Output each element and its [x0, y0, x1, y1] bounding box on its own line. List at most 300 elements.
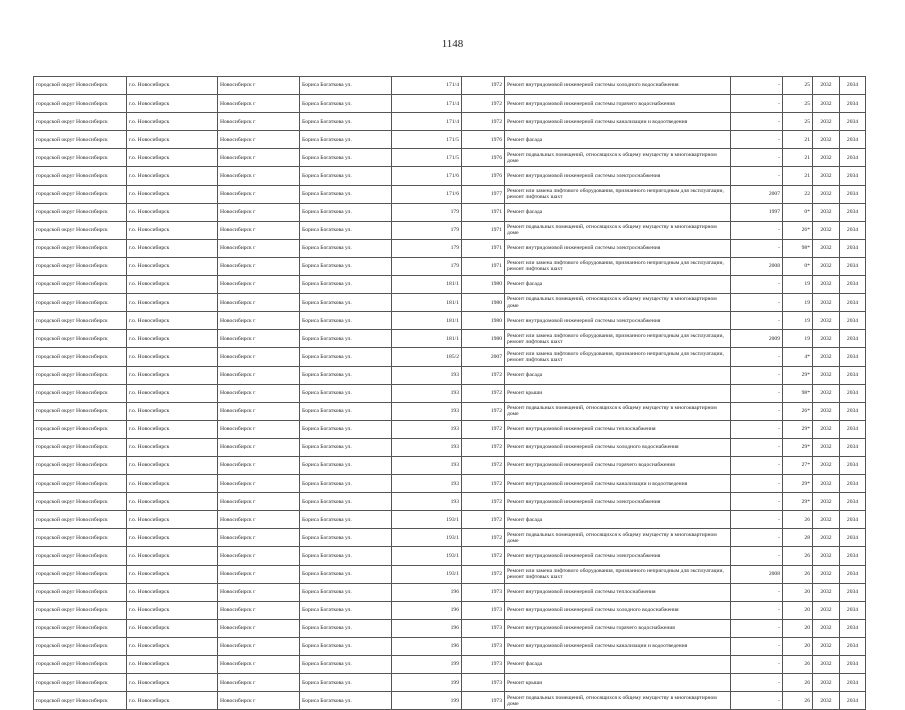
cell-municipality: г.о. Новосибирск: [127, 131, 218, 149]
cell-build-year: 1972: [462, 402, 505, 420]
cell-wear-percent: 29*: [783, 493, 813, 511]
cell-street: Бориса Богаткова ул.: [300, 239, 392, 257]
cell-plan-end: 2034: [840, 149, 866, 167]
cell-plan-end: 2034: [840, 131, 866, 149]
cell-work-type: Ремонт или замена лифтового оборудования, признанного непригодным для эксплуатации, ремонт лифтовых шахт: [505, 330, 731, 348]
cell-build-year: 1976: [462, 131, 505, 149]
cell-work-type: Ремонт внутридомовой инженерной системы канализации и водоотведения: [505, 637, 731, 655]
cell-plan-end: 2034: [840, 656, 866, 674]
cell-district: городской округ Новосибирск: [34, 330, 127, 348]
cell-street: Бориса Богаткова ул.: [300, 185, 392, 203]
cell-city: Новосибирск г: [218, 149, 300, 167]
cell-plan-start: 2032: [813, 475, 840, 493]
cell-city: Новосибирск г: [218, 565, 300, 583]
cell-last-repair-year: -: [731, 456, 783, 474]
cell-street: Бориса Богаткова ул.: [300, 656, 392, 674]
cell-district: городской округ Новосибирск: [34, 529, 127, 547]
cell-city: Новосибирск г: [218, 366, 300, 384]
cell-last-repair-year: -: [731, 475, 783, 493]
cell-municipality: г.о. Новосибирск: [127, 384, 218, 402]
cell-plan-end: 2034: [840, 312, 866, 330]
cell-last-repair-year: -: [731, 366, 783, 384]
cell-street: Бориса Богаткова ул.: [300, 475, 392, 493]
cell-municipality: г.о. Новосибирск: [127, 77, 218, 95]
cell-wear-percent: 26: [783, 565, 813, 583]
cell-build-year: 1973: [462, 583, 505, 601]
cell-plan-start: 2032: [813, 276, 840, 294]
cell-city: Новосибирск г: [218, 456, 300, 474]
cell-wear-percent: 25: [783, 95, 813, 113]
cell-plan-start: 2032: [813, 95, 840, 113]
cell-plan-start: 2032: [813, 420, 840, 438]
table-row: [34, 276, 866, 294]
cell-house-number: 199: [392, 674, 462, 692]
cell-wear-percent: 28: [783, 529, 813, 547]
cell-house-number: 193: [392, 493, 462, 511]
cell-district: городской округ Новосибирск: [34, 203, 127, 221]
cell-work-type: Ремонт подвальных помещений, относящихся к общему имуществу в многоквартирном доме: [505, 402, 731, 420]
cell-street: Бориса Богаткова ул.: [300, 637, 392, 655]
cell-work-type: Ремонт подвальных помещений, относящихся к общему имуществу в многоквартирном доме: [505, 294, 731, 312]
cell-street: Бориса Богаткова ул.: [300, 674, 392, 692]
cell-street: Бориса Богаткова ул.: [300, 330, 392, 348]
cell-street: Бориса Богаткова ул.: [300, 565, 392, 583]
cell-municipality: г.о. Новосибирск: [127, 565, 218, 583]
cell-last-repair-year: -: [731, 384, 783, 402]
cell-last-repair-year: -: [731, 131, 783, 149]
cell-wear-percent: 21: [783, 167, 813, 185]
cell-build-year: 1972: [462, 456, 505, 474]
table-row: [34, 619, 866, 637]
cell-last-repair-year: -: [731, 167, 783, 185]
cell-last-repair-year: -: [731, 420, 783, 438]
cell-street: Бориса Богаткова ул.: [300, 493, 392, 511]
cell-house-number: 199: [392, 656, 462, 674]
page-number: 1148: [441, 38, 464, 50]
cell-wear-percent: 20: [783, 583, 813, 601]
cell-house-number: 171/4: [392, 77, 462, 95]
cell-district: городской округ Новосибирск: [34, 583, 127, 601]
cell-work-type: Ремонт внутридомовой инженерной системы электроснабжения: [505, 312, 731, 330]
table-row: [34, 420, 866, 438]
cell-wear-percent: 20: [783, 637, 813, 655]
cell-street: Бориса Богаткова ул.: [300, 131, 392, 149]
cell-district: городской округ Новосибирск: [34, 221, 127, 239]
table-row: [34, 438, 866, 456]
cell-work-type: Ремонт фасада: [505, 131, 731, 149]
table-row: [34, 131, 866, 149]
cell-city: Новосибирск г: [218, 493, 300, 511]
cell-last-repair-year: -: [731, 77, 783, 95]
cell-last-repair-year: -: [731, 239, 783, 257]
cell-street: Бориса Богаткова ул.: [300, 95, 392, 113]
cell-street: Бориса Богаткова ул.: [300, 312, 392, 330]
cell-district: городской округ Новосибирск: [34, 456, 127, 474]
table-row: [34, 366, 866, 384]
cell-last-repair-year: 2008: [731, 565, 783, 583]
cell-build-year: 1973: [462, 619, 505, 637]
cell-street: Бориса Богаткова ул.: [300, 113, 392, 131]
cell-last-repair-year: -: [731, 402, 783, 420]
cell-district: городской округ Новосибирск: [34, 619, 127, 637]
cell-city: Новосибирск г: [218, 294, 300, 312]
cell-build-year: 1972: [462, 113, 505, 131]
cell-plan-end: 2034: [840, 95, 866, 113]
cell-plan-start: 2032: [813, 456, 840, 474]
cell-plan-end: 2034: [840, 637, 866, 655]
cell-plan-end: 2034: [840, 348, 866, 366]
cell-work-type: Ремонт фасада: [505, 203, 731, 221]
cell-last-repair-year: 2007: [731, 185, 783, 203]
cell-house-number: 171/6: [392, 185, 462, 203]
cell-house-number: 185/2: [392, 348, 462, 366]
cell-municipality: г.о. Новосибирск: [127, 601, 218, 619]
cell-house-number: 193/1: [392, 547, 462, 565]
cell-street: Бориса Богаткова ул.: [300, 384, 392, 402]
cell-district: городской округ Новосибирск: [34, 257, 127, 275]
cell-last-repair-year: -: [731, 656, 783, 674]
cell-district: городской округ Новосибирск: [34, 131, 127, 149]
cell-work-type: Ремонт внутридомовой инженерной системы электроснабжения: [505, 167, 731, 185]
cell-district: городской округ Новосибирск: [34, 438, 127, 456]
cell-work-type: Ремонт внутридомовой инженерной системы электроснабжения: [505, 239, 731, 257]
cell-street: Бориса Богаткова ул.: [300, 366, 392, 384]
cell-municipality: г.о. Новосибирск: [127, 348, 218, 366]
cell-plan-end: 2034: [840, 239, 866, 257]
cell-plan-end: 2034: [840, 77, 866, 95]
table-body: [34, 77, 866, 710]
cell-wear-percent: 19: [783, 312, 813, 330]
cell-district: городской округ Новосибирск: [34, 656, 127, 674]
cell-street: Бориса Богаткова ул.: [300, 601, 392, 619]
cell-plan-end: 2034: [840, 402, 866, 420]
table-row: [34, 330, 866, 348]
cell-wear-percent: 4*: [783, 348, 813, 366]
cell-district: городской округ Новосибирск: [34, 565, 127, 583]
cell-last-repair-year: -: [731, 312, 783, 330]
cell-wear-percent: 25: [783, 113, 813, 131]
cell-house-number: 179: [392, 257, 462, 275]
cell-wear-percent: 0*: [783, 257, 813, 275]
cell-plan-end: 2034: [840, 420, 866, 438]
cell-plan-start: 2032: [813, 583, 840, 601]
cell-plan-end: 2034: [840, 619, 866, 637]
cell-plan-end: 2034: [840, 384, 866, 402]
cell-wear-percent: 26: [783, 547, 813, 565]
cell-city: Новосибирск г: [218, 131, 300, 149]
cell-municipality: г.о. Новосибирск: [127, 692, 218, 710]
cell-city: Новосибирск г: [218, 656, 300, 674]
cell-last-repair-year: 2008: [731, 257, 783, 275]
cell-work-type: Ремонт фасада: [505, 366, 731, 384]
cell-house-number: 171/5: [392, 131, 462, 149]
cell-build-year: 2007: [462, 348, 505, 366]
cell-house-number: 193/1: [392, 529, 462, 547]
cell-municipality: г.о. Новосибирск: [127, 257, 218, 275]
cell-municipality: г.о. Новосибирск: [127, 95, 218, 113]
table-row: [34, 203, 866, 221]
table-row: [34, 113, 866, 131]
cell-wear-percent: 29*: [783, 420, 813, 438]
cell-work-type: Ремонт подвальных помещений, относящихся к общему имуществу в многоквартирном доме: [505, 692, 731, 710]
cell-plan-start: 2032: [813, 637, 840, 655]
cell-street: Бориса Богаткова ул.: [300, 456, 392, 474]
cell-municipality: г.о. Новосибирск: [127, 330, 218, 348]
table-row: [34, 601, 866, 619]
cell-plan-start: 2032: [813, 312, 840, 330]
cell-build-year: 1976: [462, 149, 505, 167]
cell-municipality: г.о. Новосибирск: [127, 366, 218, 384]
cell-build-year: 1971: [462, 257, 505, 275]
cell-municipality: г.о. Новосибирск: [127, 529, 218, 547]
cell-plan-start: 2032: [813, 565, 840, 583]
cell-build-year: 1977: [462, 185, 505, 203]
cell-work-type: Ремонт внутридомовой инженерной системы холодного водоснабжения: [505, 77, 731, 95]
cell-district: городской округ Новосибирск: [34, 167, 127, 185]
cell-last-repair-year: -: [731, 674, 783, 692]
cell-build-year: 1972: [462, 529, 505, 547]
cell-district: городской округ Новосибирск: [34, 294, 127, 312]
cell-plan-end: 2034: [840, 529, 866, 547]
cell-house-number: 193: [392, 438, 462, 456]
cell-work-type: Ремонт фасада: [505, 276, 731, 294]
cell-plan-start: 2032: [813, 511, 840, 529]
cell-district: городской округ Новосибирск: [34, 420, 127, 438]
cell-wear-percent: 26*: [783, 402, 813, 420]
table-row: [34, 95, 866, 113]
cell-street: Бориса Богаткова ул.: [300, 583, 392, 601]
cell-house-number: 179: [392, 203, 462, 221]
cell-district: городской округ Новосибирск: [34, 239, 127, 257]
cell-work-type: Ремонт внутридомовой инженерной системы горячего водоснабжения: [505, 456, 731, 474]
cell-work-type: Ремонт внутридомовой инженерной системы горячего водоснабжения: [505, 95, 731, 113]
cell-house-number: 193: [392, 402, 462, 420]
cell-plan-start: 2032: [813, 203, 840, 221]
table-row: [34, 384, 866, 402]
cell-plan-start: 2032: [813, 674, 840, 692]
cell-house-number: 196: [392, 583, 462, 601]
cell-municipality: г.о. Новосибирск: [127, 420, 218, 438]
cell-house-number: 181/1: [392, 294, 462, 312]
cell-wear-percent: 29*: [783, 475, 813, 493]
cell-house-number: 196: [392, 637, 462, 655]
cell-house-number: 193/1: [392, 511, 462, 529]
cell-house-number: 179: [392, 221, 462, 239]
cell-street: Бориса Богаткова ул.: [300, 221, 392, 239]
cell-city: Новосибирск г: [218, 77, 300, 95]
cell-district: городской округ Новосибирск: [34, 149, 127, 167]
cell-build-year: 1980: [462, 294, 505, 312]
cell-plan-end: 2034: [840, 692, 866, 710]
table-row: [34, 656, 866, 674]
cell-last-repair-year: -: [731, 95, 783, 113]
cell-work-type: Ремонт подвальных помещений, относящихся к общему имуществу в многоквартирном доме: [505, 149, 731, 167]
cell-last-repair-year: -: [731, 547, 783, 565]
cell-city: Новосибирск г: [218, 420, 300, 438]
cell-work-type: Ремонт внутридомовой инженерной системы канализации и водоотведения: [505, 475, 731, 493]
cell-plan-end: 2034: [840, 583, 866, 601]
cell-street: Бориса Богаткова ул.: [300, 692, 392, 710]
cell-municipality: г.о. Новосибирск: [127, 149, 218, 167]
cell-build-year: 1972: [462, 493, 505, 511]
cell-district: городской округ Новосибирск: [34, 95, 127, 113]
cell-build-year: 1972: [462, 547, 505, 565]
cell-plan-start: 2032: [813, 348, 840, 366]
cell-city: Новосибирск г: [218, 167, 300, 185]
cell-build-year: 1980: [462, 312, 505, 330]
cell-municipality: г.о. Новосибирск: [127, 312, 218, 330]
cell-district: городской округ Новосибирск: [34, 276, 127, 294]
cell-street: Бориса Богаткова ул.: [300, 149, 392, 167]
cell-last-repair-year: -: [731, 149, 783, 167]
cell-house-number: 171/4: [392, 95, 462, 113]
cell-plan-start: 2032: [813, 692, 840, 710]
cell-house-number: 196: [392, 601, 462, 619]
cell-last-repair-year: -: [731, 276, 783, 294]
cell-work-type: Ремонт внутридомовой инженерной системы горячего водоснабжения: [505, 619, 731, 637]
cell-build-year: 1976: [462, 167, 505, 185]
cell-house-number: 181/1: [392, 276, 462, 294]
cell-city: Новосибирск г: [218, 257, 300, 275]
cell-municipality: г.о. Новосибирск: [127, 294, 218, 312]
cell-city: Новосибирск г: [218, 113, 300, 131]
cell-work-type: Ремонт внутридомовой инженерной системы канализации и водоотведения: [505, 113, 731, 131]
cell-build-year: 1973: [462, 692, 505, 710]
cell-work-type: Ремонт крыши: [505, 674, 731, 692]
table-row: [34, 77, 866, 95]
cell-district: городской округ Новосибирск: [34, 601, 127, 619]
cell-work-type: Ремонт внутридомовой инженерной системы холодного водоснабжения: [505, 438, 731, 456]
cell-city: Новосибирск г: [218, 619, 300, 637]
cell-house-number: 193: [392, 456, 462, 474]
cell-city: Новосибирск г: [218, 348, 300, 366]
cell-street: Бориса Богаткова ул.: [300, 547, 392, 565]
cell-wear-percent: 98*: [783, 239, 813, 257]
cell-work-type: Ремонт или замена лифтового оборудования, признанного непригодным для эксплуатации, ремонт лифтовых шахт: [505, 565, 731, 583]
cell-plan-start: 2032: [813, 185, 840, 203]
cell-city: Новосибирск г: [218, 674, 300, 692]
cell-street: Бориса Богаткова ул.: [300, 167, 392, 185]
cell-district: городской округ Новосибирск: [34, 113, 127, 131]
cell-work-type: Ремонт внутридомовой инженерной системы холодного водоснабжения: [505, 601, 731, 619]
table-row: [34, 547, 866, 565]
cell-plan-end: 2034: [840, 493, 866, 511]
cell-plan-start: 2032: [813, 529, 840, 547]
cell-house-number: 179: [392, 239, 462, 257]
cell-municipality: г.о. Новосибирск: [127, 493, 218, 511]
cell-municipality: г.о. Новосибирск: [127, 402, 218, 420]
cell-city: Новосибирск г: [218, 276, 300, 294]
cell-district: городской округ Новосибирск: [34, 493, 127, 511]
cell-wear-percent: 98*: [783, 384, 813, 402]
capital-repair-table: [33, 76, 866, 710]
cell-plan-end: 2034: [840, 366, 866, 384]
cell-municipality: г.о. Новосибирск: [127, 583, 218, 601]
cell-plan-start: 2032: [813, 366, 840, 384]
cell-district: городской округ Новосибирск: [34, 77, 127, 95]
cell-last-repair-year: -: [731, 529, 783, 547]
cell-house-number: 171/5: [392, 149, 462, 167]
cell-plan-end: 2034: [840, 601, 866, 619]
cell-build-year: 1971: [462, 239, 505, 257]
cell-last-repair-year: -: [731, 601, 783, 619]
cell-work-type: Ремонт внутридомовой инженерной системы теплоснабжения: [505, 420, 731, 438]
cell-district: городской округ Новосибирск: [34, 312, 127, 330]
cell-wear-percent: 22: [783, 185, 813, 203]
cell-plan-start: 2032: [813, 149, 840, 167]
cell-municipality: г.о. Новосибирск: [127, 221, 218, 239]
cell-plan-start: 2032: [813, 601, 840, 619]
cell-plan-start: 2032: [813, 438, 840, 456]
cell-district: городской округ Новосибирск: [34, 637, 127, 655]
cell-work-type: Ремонт фасада: [505, 656, 731, 674]
cell-district: городской округ Новосибирск: [34, 511, 127, 529]
cell-house-number: 181/1: [392, 330, 462, 348]
cell-municipality: г.о. Новосибирск: [127, 656, 218, 674]
cell-build-year: 1972: [462, 77, 505, 95]
cell-city: Новосибирск г: [218, 692, 300, 710]
cell-build-year: 1973: [462, 656, 505, 674]
cell-last-repair-year: -: [731, 438, 783, 456]
cell-wear-percent: 19: [783, 330, 813, 348]
cell-district: городской округ Новосибирск: [34, 547, 127, 565]
cell-city: Новосибирск г: [218, 402, 300, 420]
cell-municipality: г.о. Новосибирск: [127, 203, 218, 221]
cell-plan-end: 2034: [840, 221, 866, 239]
cell-plan-end: 2034: [840, 330, 866, 348]
cell-street: Бориса Богаткова ул.: [300, 511, 392, 529]
table-row: [34, 637, 866, 655]
cell-wear-percent: 26: [783, 692, 813, 710]
cell-municipality: г.о. Новосибирск: [127, 674, 218, 692]
cell-plan-end: 2034: [840, 456, 866, 474]
cell-house-number: 196: [392, 619, 462, 637]
cell-plan-start: 2032: [813, 113, 840, 131]
cell-municipality: г.о. Новосибирск: [127, 167, 218, 185]
cell-wear-percent: 0*: [783, 203, 813, 221]
cell-street: Бориса Богаткова ул.: [300, 257, 392, 275]
table-row: [34, 348, 866, 366]
cell-city: Новосибирск г: [218, 511, 300, 529]
cell-municipality: г.о. Новосибирск: [127, 113, 218, 131]
cell-wear-percent: 26*: [783, 221, 813, 239]
cell-street: Бориса Богаткова ул.: [300, 348, 392, 366]
cell-plan-start: 2032: [813, 547, 840, 565]
cell-city: Новосибирск г: [218, 185, 300, 203]
cell-last-repair-year: -: [731, 637, 783, 655]
table-row: [34, 239, 866, 257]
cell-wear-percent: 26: [783, 656, 813, 674]
cell-street: Бориса Богаткова ул.: [300, 77, 392, 95]
cell-municipality: г.о. Новосибирск: [127, 475, 218, 493]
cell-plan-start: 2032: [813, 384, 840, 402]
cell-last-repair-year: -: [731, 493, 783, 511]
cell-street: Бориса Богаткова ул.: [300, 203, 392, 221]
cell-city: Новосибирск г: [218, 221, 300, 239]
cell-plan-end: 2034: [840, 547, 866, 565]
cell-city: Новосибирск г: [218, 330, 300, 348]
cell-work-type: Ремонт подвальных помещений, относящихся к общему имуществу в многоквартирном доме: [505, 529, 731, 547]
cell-last-repair-year: -: [731, 692, 783, 710]
table-row: [34, 402, 866, 420]
cell-district: городской округ Новосибирск: [34, 402, 127, 420]
table-row: [34, 583, 866, 601]
cell-last-repair-year: -: [731, 221, 783, 239]
cell-city: Новосибирск г: [218, 438, 300, 456]
cell-municipality: г.о. Новосибирск: [127, 456, 218, 474]
cell-city: Новосибирск г: [218, 312, 300, 330]
cell-municipality: г.о. Новосибирск: [127, 276, 218, 294]
